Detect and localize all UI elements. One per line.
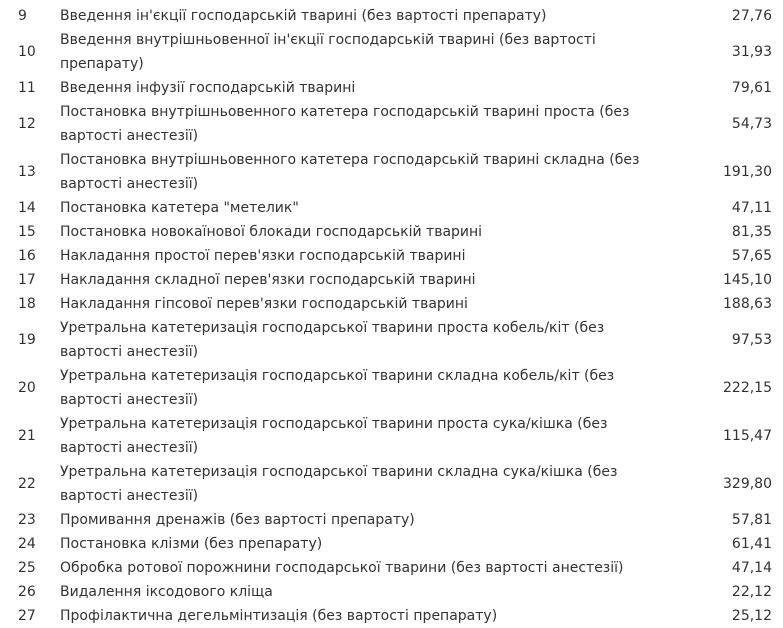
table-row (0, 508, 783, 532)
table-row (0, 28, 783, 76)
price-table-body (0, 4, 783, 628)
table-row (0, 100, 783, 148)
table-row (0, 244, 783, 268)
row-number: 23 (18, 512, 36, 528)
service-description: Видалення іксодового кліща (60, 584, 273, 600)
service-description: Постановка клізми (без препарату) (60, 536, 323, 552)
service-description: Введення внутрішньовенної ін'єкції господарській тварині (без вартості препарату) (60, 32, 596, 72)
service-description: Накладання простої перев'язки господарській тварині (60, 248, 466, 264)
row-number: 26 (18, 584, 36, 600)
service-price: 79,61 (731, 80, 772, 96)
row-number: 19 (18, 332, 36, 348)
table-row (0, 292, 783, 316)
service-description: Постановка новокаїнової блокади господарській тварині (60, 224, 483, 240)
table-row (0, 196, 783, 220)
service-description: Промивання дренажів (без вартості препарату) (60, 512, 415, 528)
price-table (0, 4, 783, 628)
service-price: 22,12 (731, 584, 772, 600)
table-row (0, 220, 783, 244)
table-row (0, 556, 783, 580)
table-row (0, 268, 783, 292)
service-price: 31,93 (731, 44, 772, 60)
table-row (0, 316, 783, 364)
service-description: Накладання складної перев'язки господарській тварині (60, 272, 476, 288)
service-price: 81,35 (731, 224, 772, 240)
row-number: 20 (18, 380, 36, 396)
table-row (0, 580, 783, 604)
service-description: Накладання гіпсової перев'язки господарській тварині (60, 296, 468, 312)
row-number: 11 (18, 80, 36, 96)
row-number: 22 (18, 476, 36, 492)
service-description: Уретральна катетеризація господарської тварини складна кобель/кіт (без вартості анестезії) (60, 368, 615, 408)
row-number: 15 (18, 224, 36, 240)
service-price: 97,53 (731, 332, 772, 348)
service-price: 54,73 (731, 116, 772, 132)
row-number: 27 (18, 608, 36, 624)
row-number: 24 (18, 536, 36, 552)
table-row (0, 532, 783, 556)
service-description: Обробка ротової порожнини господарської тварини (без вартості анестезії) (60, 560, 624, 576)
service-description: Постановка внутрішньовенного катетера господарській тварині складна (без вартості анестезії) (60, 152, 640, 192)
row-number: 9 (18, 8, 27, 24)
table-row (0, 364, 783, 412)
service-description: Уретральна катетеризація господарської тварини проста сука/кішка (без вартості анестезії) (60, 416, 608, 456)
service-description: Введення ін'єкції господарській тварині (без вартості препарату) (60, 8, 547, 24)
table-row (0, 148, 783, 196)
service-price: 61,41 (731, 536, 772, 552)
service-price: 25,12 (731, 608, 772, 624)
service-price: 188,63 (723, 296, 772, 312)
service-description: Постановка катетера "метелик" (60, 200, 299, 216)
service-price: 115,47 (723, 428, 772, 444)
service-price: 191,30 (723, 164, 772, 180)
service-description: Уретральна катетеризація господарської тварини проста кобель/кіт (без вартості анестезії) (60, 320, 605, 360)
row-number: 16 (18, 248, 36, 264)
table-row (0, 76, 783, 100)
table-row (0, 4, 783, 28)
row-number: 13 (18, 164, 36, 180)
service-price: 222,15 (723, 380, 772, 396)
table-row (0, 412, 783, 460)
row-number: 25 (18, 560, 36, 576)
row-number: 21 (18, 428, 36, 444)
service-price: 329,80 (723, 476, 772, 492)
service-price: 27,76 (731, 8, 772, 24)
row-number: 14 (18, 200, 36, 216)
service-price: 57,65 (731, 248, 772, 264)
row-number: 17 (18, 272, 36, 288)
row-number: 12 (18, 116, 36, 132)
service-description: Введення інфузії господарській тварині (60, 80, 356, 96)
service-price: 47,11 (731, 200, 772, 216)
service-description: Профілактична дегельмінтизація (без вартості препарату) (60, 608, 498, 624)
row-number: 18 (18, 296, 36, 312)
service-description: Уретральна катетеризація господарської тварини складна сука/кішка (без вартості анестезії) (60, 464, 618, 504)
row-number: 10 (18, 44, 36, 60)
service-price: 57,81 (731, 512, 772, 528)
service-price: 47,14 (731, 560, 772, 576)
service-price: 145,10 (723, 272, 772, 288)
table-row (0, 604, 783, 628)
service-description: Постановка внутрішньовенного катетера господарській тварині проста (без вартості анестезії) (60, 104, 630, 144)
table-row (0, 460, 783, 508)
